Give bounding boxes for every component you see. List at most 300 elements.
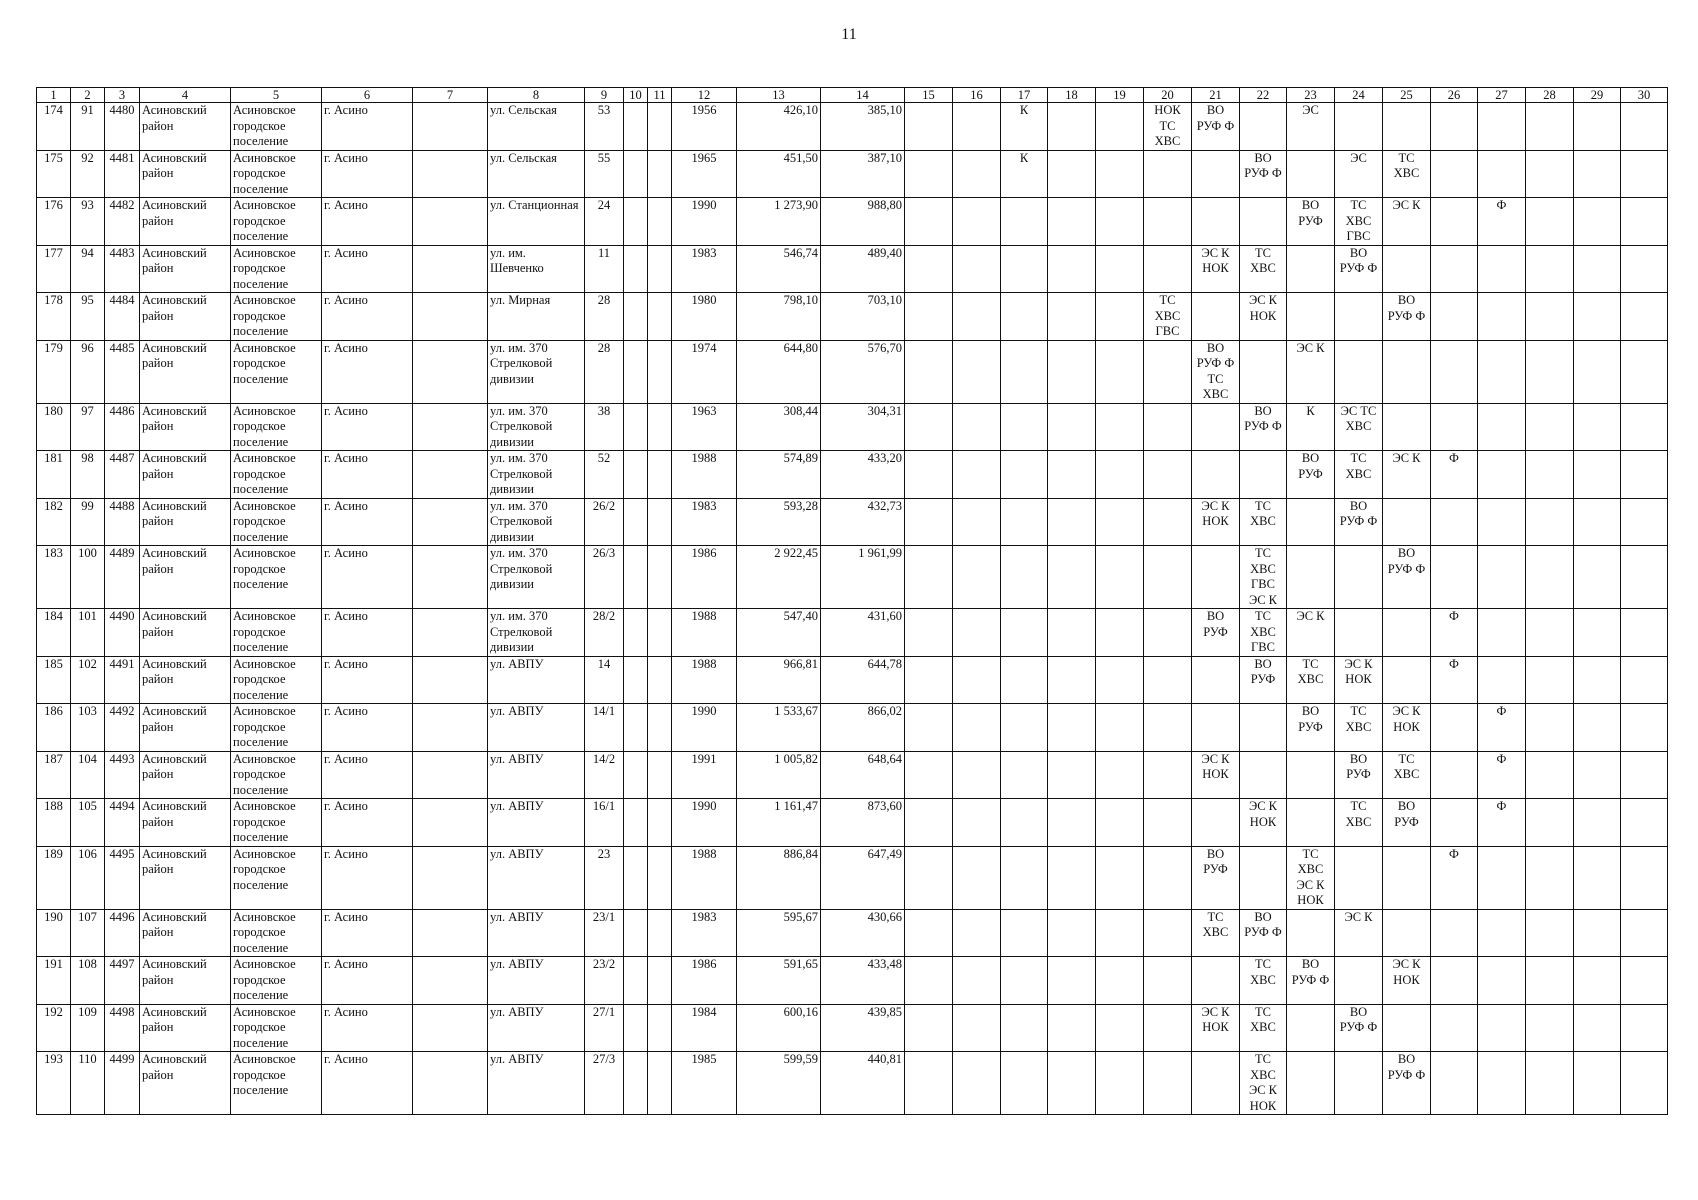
cell-col-19 (1096, 799, 1144, 847)
cell-col-19 (1096, 1052, 1144, 1115)
cell-col-28 (1526, 1004, 1574, 1052)
cell-col-23 (1287, 150, 1335, 198)
cell-col-17: К (1001, 150, 1048, 198)
cell-col-23: ВО РУФ (1287, 451, 1335, 499)
cell-col-10 (624, 609, 648, 657)
cell-col-5: Асиновское городское поселение (231, 1004, 322, 1052)
cell-col-10 (624, 704, 648, 752)
cell-col-20 (1144, 751, 1192, 799)
cell-col-23: ТС ХВС ЭС К НОК (1287, 846, 1335, 909)
cell-col-29 (1574, 751, 1621, 799)
cell-col-11 (648, 704, 672, 752)
cell-col-19 (1096, 245, 1144, 293)
cell-col-25 (1383, 1004, 1431, 1052)
cell-col-26 (1431, 340, 1478, 403)
cell-col-20 (1144, 656, 1192, 704)
cell-col-5: Асиновское городское поселение (231, 198, 322, 246)
cell-col-5: Асиновское городское поселение (231, 1052, 322, 1115)
cell-col-16 (953, 293, 1001, 341)
table-row (37, 403, 1668, 451)
column-header-4: 4 (140, 88, 231, 103)
table-row (37, 1052, 1668, 1115)
cell-col-2: 107 (71, 909, 105, 957)
cell-col-30 (1621, 704, 1668, 752)
cell-col-25: ВО РУФ Ф (1383, 546, 1431, 609)
cell-col-22 (1240, 340, 1287, 403)
column-header-5: 5 (231, 88, 322, 103)
cell-col-2: 91 (71, 103, 105, 151)
cell-col-23: ТС ХВС (1287, 656, 1335, 704)
cell-col-21 (1192, 293, 1240, 341)
cell-col-18 (1048, 546, 1096, 609)
cell-col-21 (1192, 198, 1240, 246)
cell-col-5: Асиновское городское поселение (231, 498, 322, 546)
cell-col-2: 94 (71, 245, 105, 293)
cell-col-1: 192 (37, 1004, 71, 1052)
cell-col-22 (1240, 451, 1287, 499)
cell-col-12: 1988 (672, 656, 737, 704)
cell-col-10 (624, 751, 648, 799)
cell-col-1: 183 (37, 546, 71, 609)
cell-col-17 (1001, 1004, 1048, 1052)
column-header-3: 3 (105, 88, 140, 103)
cell-col-3: 4495 (105, 846, 140, 909)
cell-col-29 (1574, 198, 1621, 246)
cell-col-17 (1001, 751, 1048, 799)
cell-col-14: 439,85 (821, 1004, 905, 1052)
cell-col-24: ВО РУФ Ф (1335, 498, 1383, 546)
cell-col-9: 26/2 (585, 498, 624, 546)
cell-col-26 (1431, 704, 1478, 752)
cell-col-8: ул. Станционная (488, 198, 585, 246)
column-header-6: 6 (322, 88, 413, 103)
cell-col-24 (1335, 957, 1383, 1005)
cell-col-9: 14/2 (585, 751, 624, 799)
cell-col-3: 4488 (105, 498, 140, 546)
cell-col-13: 886,84 (737, 846, 821, 909)
cell-col-28 (1526, 103, 1574, 151)
cell-col-29 (1574, 846, 1621, 909)
table-row (37, 656, 1668, 704)
cell-col-27 (1478, 909, 1526, 957)
cell-col-5: Асиновское городское поселение (231, 751, 322, 799)
cell-col-23 (1287, 498, 1335, 546)
cell-col-12: 1974 (672, 340, 737, 403)
cell-col-2: 101 (71, 609, 105, 657)
column-number-header (37, 88, 1668, 103)
cell-col-18 (1048, 656, 1096, 704)
cell-col-7 (413, 293, 488, 341)
cell-col-3: 4487 (105, 451, 140, 499)
cell-col-22: ТС ХВС ЭС К НОК (1240, 1052, 1287, 1115)
cell-col-6: г. Асино (322, 498, 413, 546)
cell-col-10 (624, 909, 648, 957)
cell-col-5: Асиновское городское поселение (231, 403, 322, 451)
cell-col-10 (624, 1004, 648, 1052)
cell-col-16 (953, 403, 1001, 451)
cell-col-22 (1240, 704, 1287, 752)
cell-col-13: 644,80 (737, 340, 821, 403)
cell-col-14: 576,70 (821, 340, 905, 403)
cell-col-5: Асиновское городское поселение (231, 909, 322, 957)
cell-col-4: Асиновский район (140, 403, 231, 451)
cell-col-16 (953, 909, 1001, 957)
cell-col-15 (905, 909, 953, 957)
cell-col-25 (1383, 103, 1431, 151)
cell-col-4: Асиновский район (140, 103, 231, 151)
cell-col-24: ЭС (1335, 150, 1383, 198)
cell-col-6: г. Асино (322, 293, 413, 341)
cell-col-18 (1048, 799, 1096, 847)
cell-col-8: ул. им. 370 Стрелковой дивизии (488, 546, 585, 609)
cell-col-14: 647,49 (821, 846, 905, 909)
cell-col-18 (1048, 1004, 1096, 1052)
cell-col-22 (1240, 751, 1287, 799)
cell-col-6: г. Асино (322, 1004, 413, 1052)
cell-col-11 (648, 957, 672, 1005)
cell-col-23 (1287, 799, 1335, 847)
cell-col-11 (648, 293, 672, 341)
cell-col-15 (905, 1052, 953, 1115)
cell-col-16 (953, 1004, 1001, 1052)
cell-col-12: 1986 (672, 957, 737, 1005)
cell-col-22: ТС ХВС (1240, 498, 1287, 546)
cell-col-5: Асиновское городское поселение (231, 293, 322, 341)
cell-col-8: ул. АВПУ (488, 656, 585, 704)
cell-col-23 (1287, 909, 1335, 957)
cell-col-13: 966,81 (737, 656, 821, 704)
table-row (37, 546, 1668, 609)
cell-col-20 (1144, 546, 1192, 609)
cell-col-30 (1621, 957, 1668, 1005)
cell-col-7 (413, 656, 488, 704)
cell-col-15 (905, 403, 953, 451)
cell-col-10 (624, 1052, 648, 1115)
cell-col-28 (1526, 451, 1574, 499)
cell-col-23 (1287, 751, 1335, 799)
cell-col-10 (624, 150, 648, 198)
cell-col-19 (1096, 150, 1144, 198)
cell-col-4: Асиновский район (140, 909, 231, 957)
cell-col-14: 1 961,99 (821, 546, 905, 609)
column-header-2: 2 (71, 88, 105, 103)
cell-col-28 (1526, 403, 1574, 451)
cell-col-19 (1096, 704, 1144, 752)
cell-col-14: 873,60 (821, 799, 905, 847)
cell-col-19 (1096, 293, 1144, 341)
cell-col-23 (1287, 1004, 1335, 1052)
cell-col-18 (1048, 150, 1096, 198)
cell-col-14: 432,73 (821, 498, 905, 546)
cell-col-21: ТС ХВС (1192, 909, 1240, 957)
cell-col-4: Асиновский район (140, 846, 231, 909)
cell-col-17 (1001, 957, 1048, 1005)
cell-col-20 (1144, 498, 1192, 546)
cell-col-12: 1983 (672, 498, 737, 546)
cell-col-7 (413, 609, 488, 657)
cell-col-1: 175 (37, 150, 71, 198)
cell-col-23 (1287, 293, 1335, 341)
cell-col-10 (624, 245, 648, 293)
cell-col-5: Асиновское городское поселение (231, 340, 322, 403)
column-header-25: 25 (1383, 88, 1431, 103)
cell-col-9: 23/2 (585, 957, 624, 1005)
column-header-13: 13 (737, 88, 821, 103)
table-row (37, 245, 1668, 293)
cell-col-6: г. Асино (322, 403, 413, 451)
cell-col-13: 593,28 (737, 498, 821, 546)
cell-col-6: г. Асино (322, 609, 413, 657)
cell-col-26: Ф (1431, 656, 1478, 704)
cell-col-9: 55 (585, 150, 624, 198)
cell-col-11 (648, 451, 672, 499)
cell-col-11 (648, 150, 672, 198)
cell-col-30 (1621, 498, 1668, 546)
cell-col-3: 4484 (105, 293, 140, 341)
cell-col-22: ВО РУФ Ф (1240, 403, 1287, 451)
column-header-27: 27 (1478, 88, 1526, 103)
cell-col-21: ВО РУФ Ф ТС ХВС (1192, 340, 1240, 403)
cell-col-10 (624, 546, 648, 609)
column-header-18: 18 (1048, 88, 1096, 103)
cell-col-14: 988,80 (821, 198, 905, 246)
cell-col-6: г. Асино (322, 1052, 413, 1115)
cell-col-4: Асиновский район (140, 293, 231, 341)
cell-col-14: 866,02 (821, 704, 905, 752)
cell-col-19 (1096, 340, 1144, 403)
table-row (37, 451, 1668, 499)
cell-col-4: Асиновский район (140, 546, 231, 609)
cell-col-12: 1980 (672, 293, 737, 341)
table-row (37, 751, 1668, 799)
column-header-14: 14 (821, 88, 905, 103)
cell-col-9: 26/3 (585, 546, 624, 609)
cell-col-15 (905, 751, 953, 799)
table-body (37, 103, 1668, 1115)
cell-col-18 (1048, 103, 1096, 151)
cell-col-4: Асиновский район (140, 609, 231, 657)
cell-col-21 (1192, 799, 1240, 847)
cell-col-13: 600,16 (737, 1004, 821, 1052)
cell-col-10 (624, 403, 648, 451)
cell-col-20 (1144, 799, 1192, 847)
cell-col-15 (905, 846, 953, 909)
cell-col-1: 177 (37, 245, 71, 293)
cell-col-10 (624, 799, 648, 847)
cell-col-8: ул. АВПУ (488, 751, 585, 799)
cell-col-8: ул. Мирная (488, 293, 585, 341)
cell-col-30 (1621, 403, 1668, 451)
cell-col-2: 105 (71, 799, 105, 847)
cell-col-5: Асиновское городское поселение (231, 451, 322, 499)
cell-col-2: 103 (71, 704, 105, 752)
cell-col-24 (1335, 546, 1383, 609)
cell-col-23: ВО РУФ (1287, 198, 1335, 246)
cell-col-4: Асиновский район (140, 656, 231, 704)
cell-col-14: 644,78 (821, 656, 905, 704)
cell-col-3: 4493 (105, 751, 140, 799)
cell-col-18 (1048, 1052, 1096, 1115)
cell-col-19 (1096, 546, 1144, 609)
cell-col-16 (953, 846, 1001, 909)
cell-col-2: 98 (71, 451, 105, 499)
cell-col-23 (1287, 245, 1335, 293)
cell-col-27 (1478, 103, 1526, 151)
cell-col-6: г. Асино (322, 150, 413, 198)
cell-col-19 (1096, 957, 1144, 1005)
cell-col-27: Ф (1478, 704, 1526, 752)
cell-col-21: ВО РУФ Ф (1192, 103, 1240, 151)
cell-col-2: 104 (71, 751, 105, 799)
cell-col-21 (1192, 546, 1240, 609)
cell-col-5: Асиновское городское поселение (231, 656, 322, 704)
column-header-21: 21 (1192, 88, 1240, 103)
cell-col-29 (1574, 1004, 1621, 1052)
cell-col-17 (1001, 498, 1048, 546)
column-header-23: 23 (1287, 88, 1335, 103)
cell-col-5: Асиновское городское поселение (231, 704, 322, 752)
cell-col-17 (1001, 846, 1048, 909)
cell-col-13: 2 922,45 (737, 546, 821, 609)
table-row (37, 704, 1668, 752)
cell-col-13: 1 533,67 (737, 704, 821, 752)
cell-col-17 (1001, 293, 1048, 341)
table-row (37, 498, 1668, 546)
cell-col-23: ЭС К (1287, 340, 1335, 403)
cell-col-3: 4490 (105, 609, 140, 657)
cell-col-26 (1431, 957, 1478, 1005)
cell-col-14: 387,10 (821, 150, 905, 198)
cell-col-12: 1988 (672, 451, 737, 499)
cell-col-15 (905, 451, 953, 499)
cell-col-16 (953, 451, 1001, 499)
cell-col-28 (1526, 799, 1574, 847)
cell-col-11 (648, 846, 672, 909)
cell-col-7 (413, 751, 488, 799)
cell-col-4: Асиновский район (140, 340, 231, 403)
cell-col-12: 1984 (672, 1004, 737, 1052)
cell-col-18 (1048, 498, 1096, 546)
cell-col-3: 4489 (105, 546, 140, 609)
cell-col-22 (1240, 198, 1287, 246)
cell-col-25: ЭС К (1383, 451, 1431, 499)
cell-col-4: Асиновский район (140, 150, 231, 198)
cell-col-13: 1 273,90 (737, 198, 821, 246)
cell-col-19 (1096, 846, 1144, 909)
cell-col-21: ЭС К НОК (1192, 245, 1240, 293)
cell-col-8: ул. им. 370 Стрелковой дивизии (488, 403, 585, 451)
cell-col-9: 28/2 (585, 609, 624, 657)
cell-col-1: 180 (37, 403, 71, 451)
cell-col-17 (1001, 909, 1048, 957)
cell-col-8: ул. Сельская (488, 103, 585, 151)
cell-col-20 (1144, 909, 1192, 957)
cell-col-3: 4497 (105, 957, 140, 1005)
cell-col-14: 430,66 (821, 909, 905, 957)
cell-col-18 (1048, 451, 1096, 499)
cell-col-30 (1621, 245, 1668, 293)
cell-col-17 (1001, 546, 1048, 609)
cell-col-3: 4491 (105, 656, 140, 704)
column-header-22: 22 (1240, 88, 1287, 103)
cell-col-5: Асиновское городское поселение (231, 609, 322, 657)
cell-col-2: 102 (71, 656, 105, 704)
column-header-19: 19 (1096, 88, 1144, 103)
cell-col-20 (1144, 1052, 1192, 1115)
cell-col-6: г. Асино (322, 103, 413, 151)
cell-col-25 (1383, 656, 1431, 704)
cell-col-12: 1990 (672, 198, 737, 246)
cell-col-7 (413, 846, 488, 909)
cell-col-24: ЭС К (1335, 909, 1383, 957)
cell-col-29 (1574, 909, 1621, 957)
cell-col-20 (1144, 451, 1192, 499)
cell-col-1: 187 (37, 751, 71, 799)
cell-col-25: ТС ХВС (1383, 150, 1431, 198)
cell-col-2: 95 (71, 293, 105, 341)
table-row (37, 846, 1668, 909)
cell-col-16 (953, 656, 1001, 704)
cell-col-24: ЭС ТС ХВС (1335, 403, 1383, 451)
cell-col-12: 1963 (672, 403, 737, 451)
table-row (37, 1004, 1668, 1052)
cell-col-13: 798,10 (737, 293, 821, 341)
cell-col-26 (1431, 1004, 1478, 1052)
cell-col-24 (1335, 340, 1383, 403)
cell-col-15 (905, 340, 953, 403)
cell-col-29 (1574, 150, 1621, 198)
cell-col-10 (624, 846, 648, 909)
cell-col-22: ТС ХВС (1240, 957, 1287, 1005)
cell-col-11 (648, 498, 672, 546)
cell-col-22: ТС ХВС ГВС (1240, 609, 1287, 657)
cell-col-18 (1048, 957, 1096, 1005)
cell-col-28 (1526, 293, 1574, 341)
column-header-16: 16 (953, 88, 1001, 103)
cell-col-13: 591,65 (737, 957, 821, 1005)
cell-col-23: ЭС К (1287, 609, 1335, 657)
cell-col-25 (1383, 340, 1431, 403)
column-header-15: 15 (905, 88, 953, 103)
cell-col-28 (1526, 909, 1574, 957)
cell-col-20 (1144, 846, 1192, 909)
cell-col-29 (1574, 656, 1621, 704)
cell-col-9: 38 (585, 403, 624, 451)
cell-col-9: 14/1 (585, 704, 624, 752)
cell-col-7 (413, 498, 488, 546)
cell-col-24: ВО РУФ Ф (1335, 1004, 1383, 1052)
cell-col-10 (624, 957, 648, 1005)
cell-col-15 (905, 1004, 953, 1052)
cell-col-19 (1096, 198, 1144, 246)
cell-col-29 (1574, 704, 1621, 752)
cell-col-12: 1986 (672, 546, 737, 609)
cell-col-9: 27/3 (585, 1052, 624, 1115)
cell-col-3: 4486 (105, 403, 140, 451)
cell-col-3: 4480 (105, 103, 140, 151)
cell-col-13: 599,59 (737, 1052, 821, 1115)
cell-col-25 (1383, 909, 1431, 957)
cell-col-7 (413, 799, 488, 847)
cell-col-4: Асиновский район (140, 1004, 231, 1052)
cell-col-27 (1478, 1004, 1526, 1052)
cell-col-16 (953, 498, 1001, 546)
cell-col-1: 174 (37, 103, 71, 151)
cell-col-29 (1574, 245, 1621, 293)
column-header-12: 12 (672, 88, 737, 103)
cell-col-26 (1431, 245, 1478, 293)
cell-col-10 (624, 656, 648, 704)
